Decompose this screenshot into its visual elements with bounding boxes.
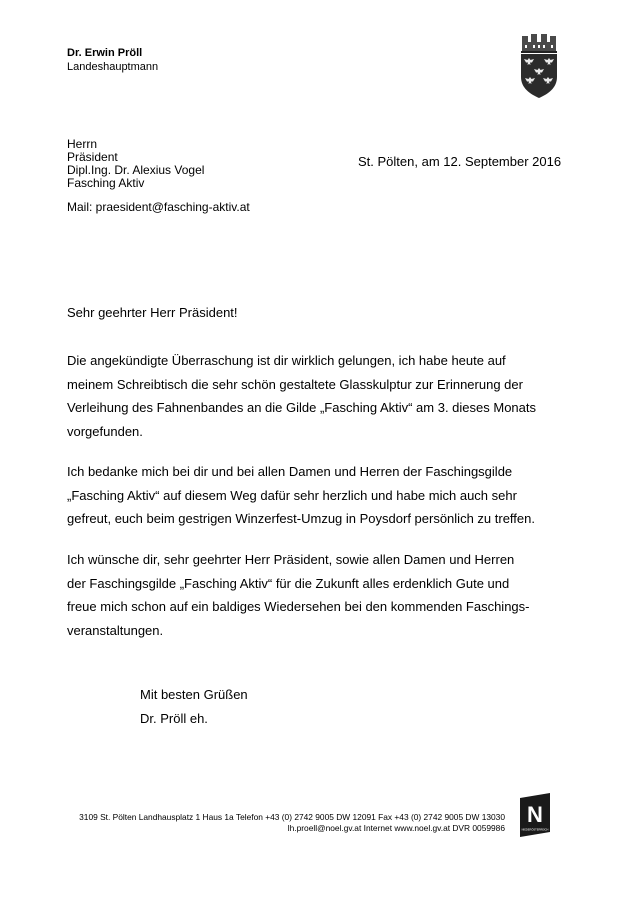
paragraph-line: freue mich schon auf ein baldiges Wiedersehen bei den kommenden Faschings- xyxy=(67,599,530,614)
paragraph-line: der Faschingsgilde „Fasching Aktiv“ für die Zukunft alles erdenklich Gute und xyxy=(67,575,510,591)
sender-title: Landeshauptmann xyxy=(67,61,159,73)
recipient-address xyxy=(67,138,204,190)
recipient-line: Dipl.Ing. Dr. Alexius Vogel xyxy=(67,163,205,177)
coat-of-arms-icon xyxy=(519,33,559,99)
closing-block xyxy=(140,683,248,730)
footer-line: lh.proell@noel.gv.at Internet www.noel.gv.at DVR 0059986 xyxy=(287,823,505,833)
footer-line: 3109 St. Pölten Landhausplatz 1 Haus 1a Telefon +43 (0) 2742 9005 DW 12091 Fax +43 (0) 2742 9005 DW 13030 xyxy=(79,812,505,822)
recipient-mail: Mail: praesident@fasching-aktiv.at xyxy=(67,200,250,214)
letter-paragraph xyxy=(67,349,536,443)
niederoesterreich-logo-icon xyxy=(519,792,551,838)
logo-tagline: NIEDERÖSTERREICH xyxy=(521,828,549,832)
closing-greeting: Mit besten Grüßen xyxy=(140,687,248,702)
salutation: Sehr geehrter Herr Präsident! xyxy=(67,305,238,320)
paragraph-line: vorgefunden. xyxy=(67,423,143,439)
paragraph-line: meinem Schreibtisch die sehr schön gestaltete Glasskulptur zur Erinnerung der xyxy=(67,376,523,392)
sender-name: Dr. Erwin Pröll xyxy=(67,47,143,59)
paragraph-line: veranstaltungen. xyxy=(67,622,164,638)
logo-letter: N xyxy=(527,802,543,827)
letter-paragraph xyxy=(67,460,535,531)
paragraph-line: Ich wünsche dir, sehr geehrter Herr Präsident, sowie allen Damen und Herren xyxy=(67,552,515,567)
paragraph-line: „Fasching Aktiv“ auf diesem Weg dafür sehr herzlich und habe mich auch sehr xyxy=(67,487,517,503)
letter-paragraph xyxy=(67,548,529,642)
paragraph-line: gefreut, euch beim gestrigen Winzerfest-Umzug in Poysdorf persönlich zu treffen. xyxy=(67,511,535,526)
signature: Dr. Pröll eh. xyxy=(140,710,208,726)
paragraph-line: Verleihung des Fahnenbandes an die Gilde „Fasching Aktiv“ am 3. dieses Monats xyxy=(67,400,536,415)
paragraph-line: Die angekündigte Überraschung ist dir wirklich gelungen, ich habe heute auf xyxy=(67,353,506,368)
recipient-line: Präsident xyxy=(67,150,118,164)
date-line: St. Pölten, am 12. September 2016 xyxy=(358,154,562,169)
paragraph-line: Ich bedanke mich bei dir und bei allen Damen und Herren der Faschingsgilde xyxy=(67,464,513,479)
recipient-line: Herrn xyxy=(67,137,98,151)
footer-contact xyxy=(79,812,505,834)
recipient-line: Fasching Aktiv xyxy=(67,176,145,190)
